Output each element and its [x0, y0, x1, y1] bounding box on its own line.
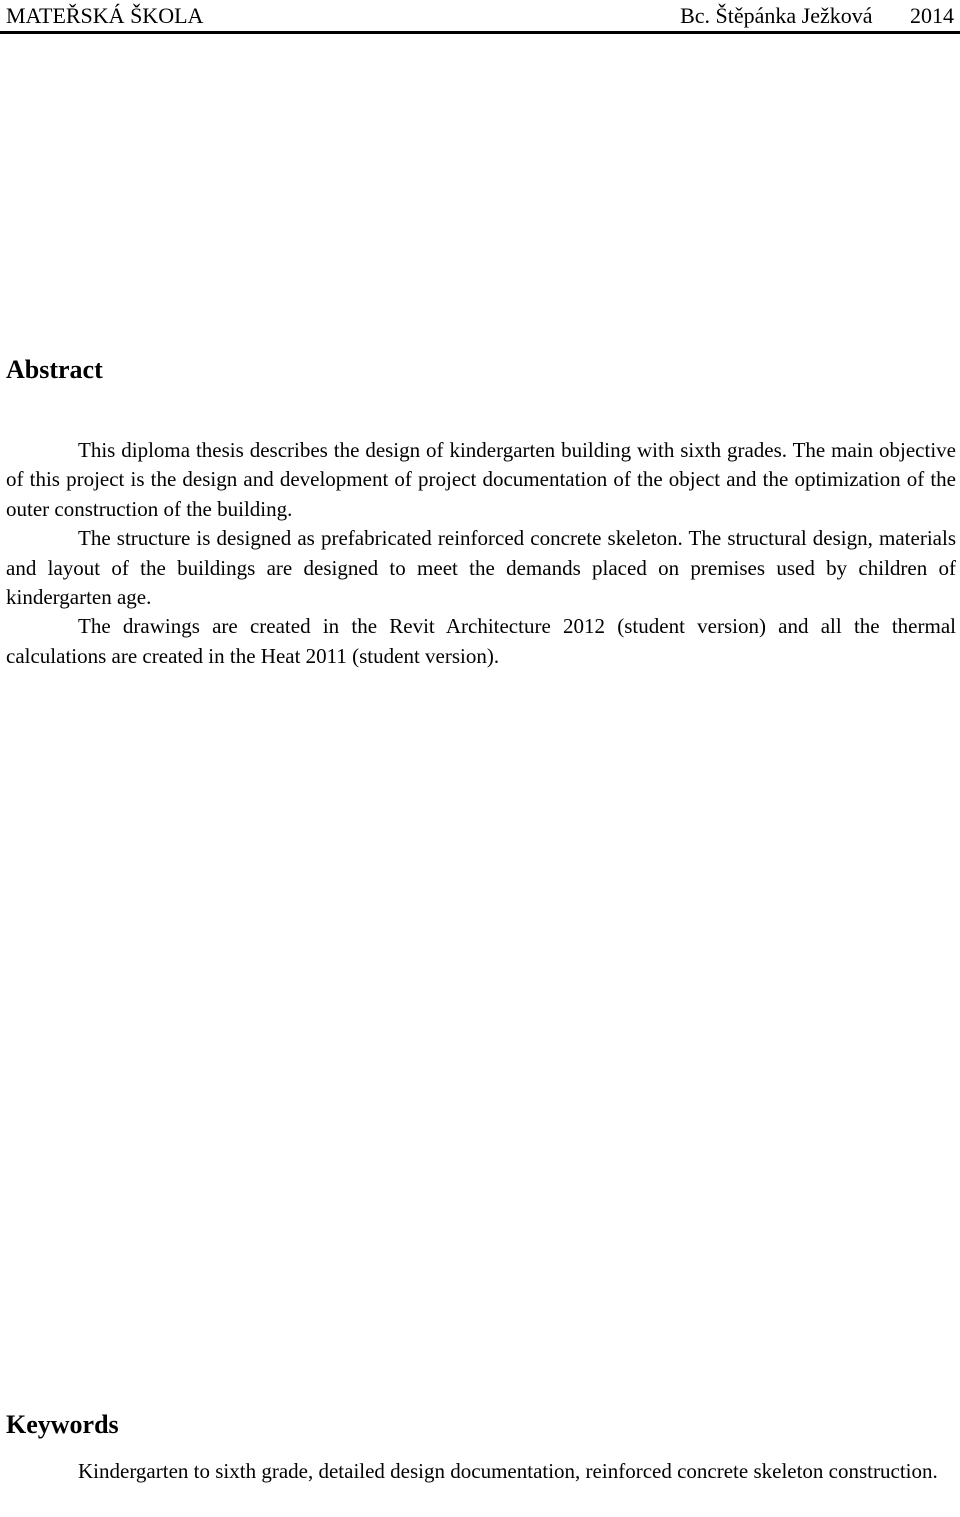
- header-year: 2014: [910, 3, 954, 28]
- abstract-paragraph-3: The drawings are created in the Revit Architecture 2012 (student version) and all the thermal calculations are created in the Heat 2011 (student version).: [6, 614, 956, 668]
- abstract-body: [6, 436, 956, 671]
- keywords-heading: Keywords: [6, 1410, 119, 1439]
- page-header: [0, 0, 960, 34]
- header-title: MATEŘSKÁ ŠKOLA: [6, 3, 204, 28]
- abstract-paragraph-2: The structure is designed as prefabricated reinforced concrete skeleton. The structural design, materials and layout of the buildings are designed to meet the demands placed on premises used by children of kindergarten age.: [6, 526, 956, 610]
- header-author: Bc. Štěpánka Ježková: [680, 3, 873, 28]
- header-right: [680, 3, 954, 29]
- abstract-paragraph-1: This diploma thesis describes the design of kindergarten building with sixth grades. The main objective of this project is the design and development of project documentation of the object and the optimization of the outer construction of the building.: [6, 438, 956, 521]
- abstract-heading: Abstract: [6, 355, 103, 384]
- keywords-text: Kindergarten to sixth grade, detailed design documentation, reinforced concrete skeleton construction.: [78, 1459, 938, 1483]
